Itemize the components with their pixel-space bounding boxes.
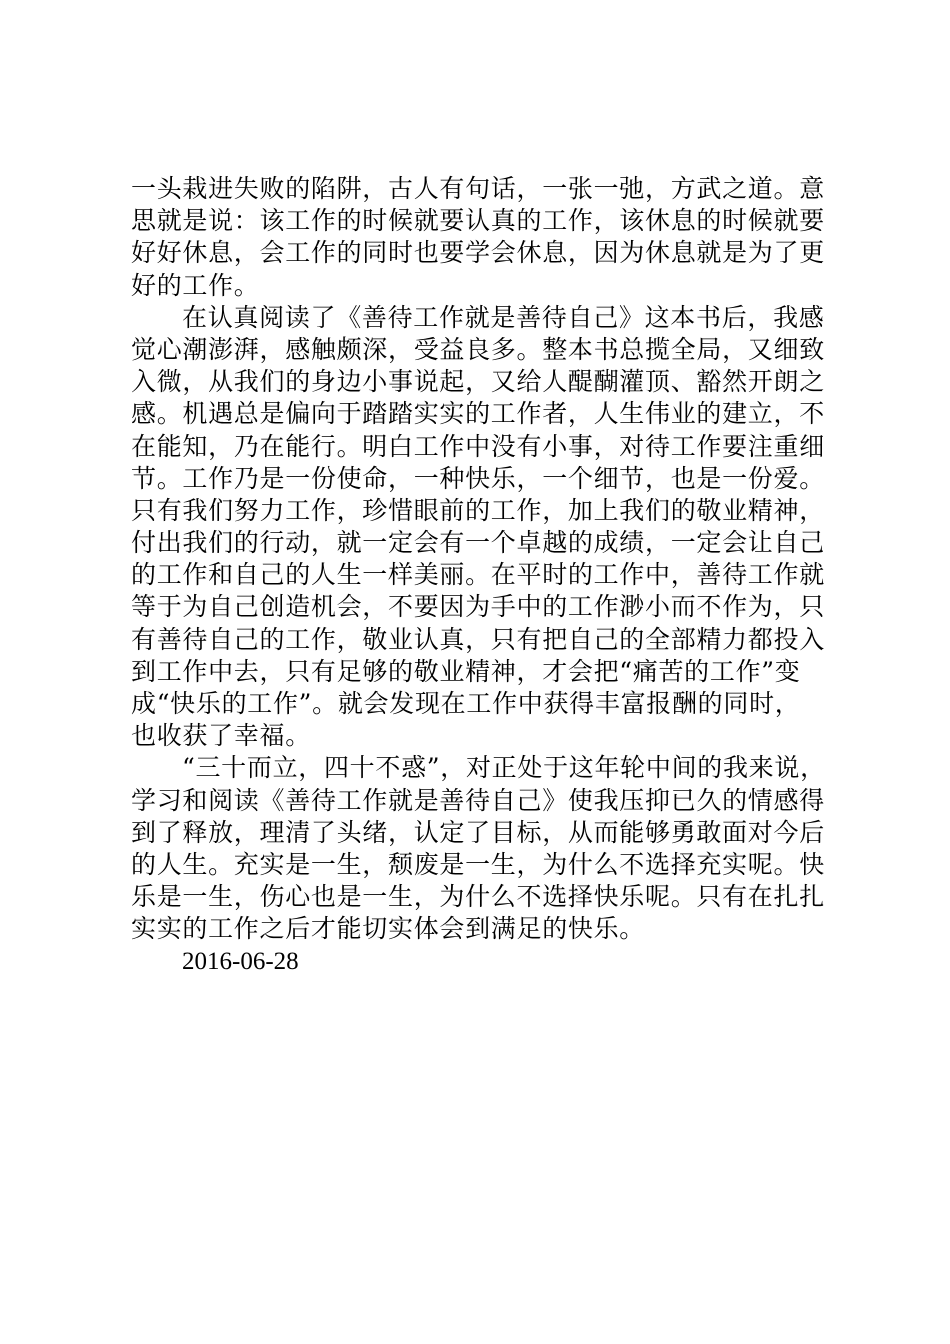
text-line: 学习和阅读《善待工作就是善待自己》使我压抑已久的情感得 [131, 785, 825, 815]
text-line: 乐是一生，伤心也是一生，为什么不选择快乐呢。只有在扎扎 [131, 882, 825, 912]
text-line: 有善待自己的工作，敬业认真，只有把自己的全部精力都投入 [131, 624, 825, 654]
text-line: 在认真阅读了《善待工作就是善待自己》这本书后，我感 [182, 302, 825, 332]
text-line: 思就是说：该工作的时候就要认真的工作，该休息的时候就要 [131, 206, 825, 236]
text-line: 到工作中去，只有足够的敬业精神，才会把“痛苦的工作”变 [131, 656, 801, 686]
paragraph-2 [131, 302, 831, 753]
text-line: 好的工作。 [131, 270, 260, 300]
text-line: 也收获了幸福。 [131, 721, 311, 751]
text-line: 成“快乐的工作”。就会发现在工作中获得丰富报酬的同时， [131, 689, 801, 718]
text-line: 到了释放，理清了头绪，认定了目标，从而能够勇敢面对今后 [131, 817, 825, 847]
text-line: 付出我们的行动，就一定会有一个卓越的成绩，一定会让自己 [131, 528, 825, 558]
text-line: 感。机遇总是偏向于踏踏实实的工作者，人生伟业的建立，不 [131, 399, 825, 429]
paragraph-3 [131, 752, 831, 945]
text-line: “三十而立，四十不惑”，对正处于这年轮中间的我来说， [182, 753, 826, 783]
text-line: 好好休息，会工作的同时也要学会休息，因为休息就是为了更 [131, 238, 825, 268]
text-line: 节。工作乃是一份使命，一种快乐，一个细节，也是一份爱。 [131, 463, 825, 493]
text-line: 一头栽进失败的陷阱，古人有句话，一张一弛，方武之道。意 [131, 174, 825, 203]
text-line: 只有我们努力工作，珍惜眼前的工作，加上我们的敬业精神， [131, 495, 825, 525]
paragraph-1 [131, 173, 831, 302]
text-line: 实实的工作之后才能切实体会到满足的快乐。 [131, 914, 646, 944]
text-line: 等于为自己创造机会，不要因为手中的工作渺小而不作为，只 [131, 592, 825, 622]
text-line: 的工作和自己的人生一样美丽。在平时的工作中，善待工作就 [131, 560, 825, 590]
text-line: 在能知，乃在能行。明白工作中没有小事，对待工作要注重细 [131, 431, 825, 461]
document-date: 2016-06-28 [182, 947, 299, 975]
text-line: 入微，从我们的身边小事说起，又给人醍醐灌顶、豁然开朗之 [131, 367, 825, 397]
text-line: 的人生。充实是一生，颓废是一生，为什么不选择充实呢。快 [131, 849, 825, 879]
text-line: 觉心潮澎湃，感触颇深，受益良多。整本书总揽全局，又细致 [131, 334, 825, 364]
document-page [131, 173, 831, 978]
